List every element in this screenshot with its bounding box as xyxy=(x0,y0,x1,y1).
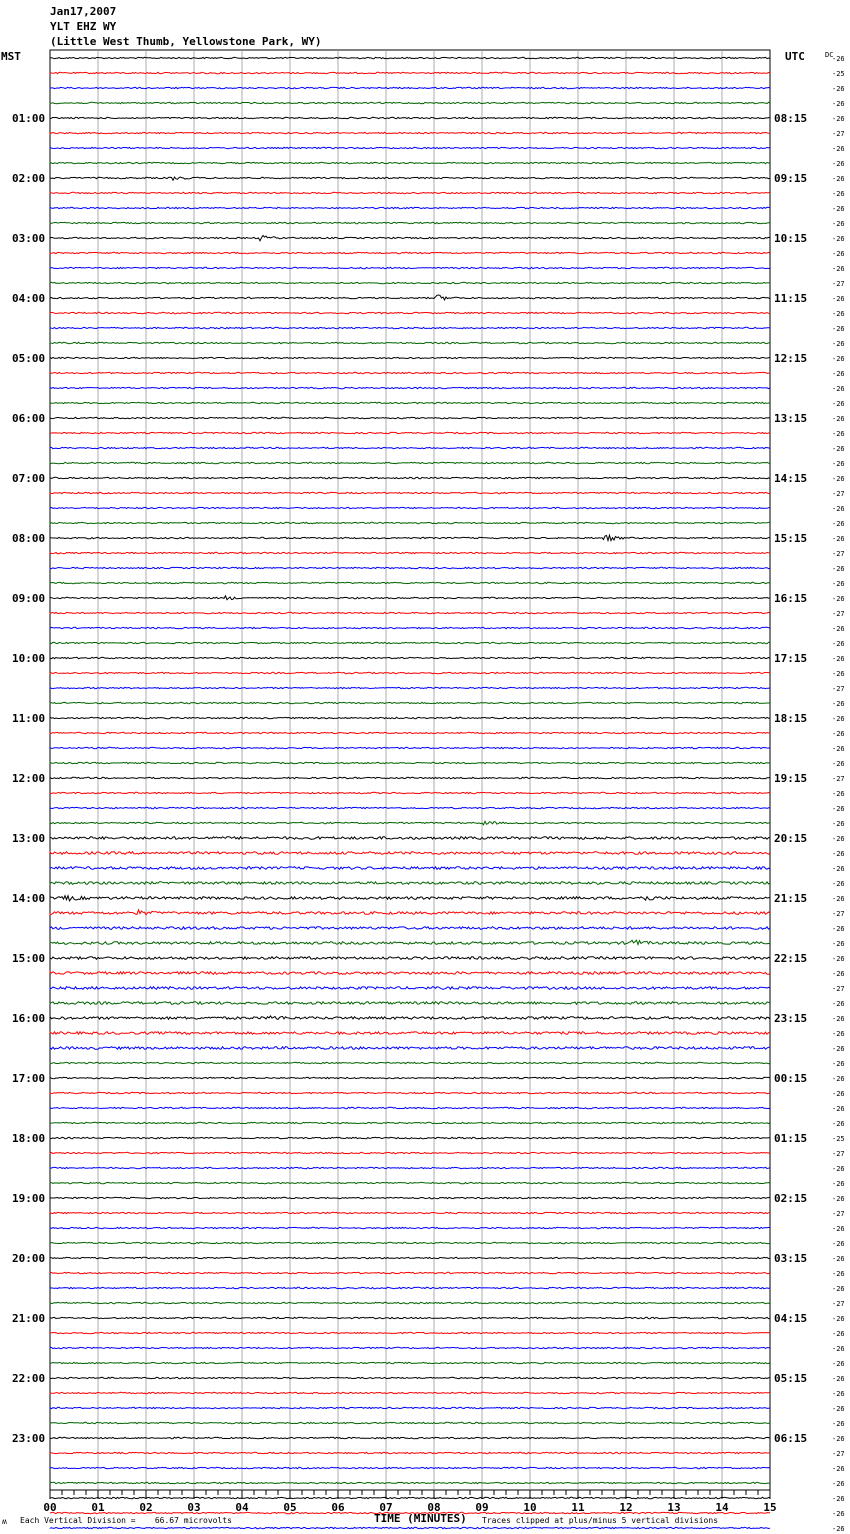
trace-29 xyxy=(50,492,770,493)
trace-1 xyxy=(50,72,770,73)
dc-offset-labels xyxy=(832,55,845,1534)
trace-52 xyxy=(50,837,770,840)
right-hour-label: 12:15 xyxy=(774,352,808,365)
trace-87 xyxy=(50,1362,770,1363)
trace-41 xyxy=(50,672,770,673)
x-tick-label: 10 xyxy=(523,1501,537,1514)
trace-82 xyxy=(50,1287,770,1288)
trace-84 xyxy=(50,1317,770,1318)
dc-offset-label: -26 xyxy=(832,640,845,648)
trace-14 xyxy=(50,267,770,268)
dc-offset-label: -26 xyxy=(832,745,845,753)
trace-71 xyxy=(50,1122,770,1123)
dc-offset-label: -26 xyxy=(832,1030,845,1038)
dc-offset-label: -27 xyxy=(832,1210,845,1218)
trace-55 xyxy=(50,882,770,885)
dc-offset-label: -26 xyxy=(832,250,845,258)
dc-offset-label: -26 xyxy=(832,1390,845,1398)
dc-offset-label: -26 xyxy=(832,700,845,708)
dc-offset-label: -26 xyxy=(832,850,845,858)
dc-offset-label: -26 xyxy=(832,760,845,768)
trace-3 xyxy=(50,102,770,103)
trace-81 xyxy=(50,1272,770,1273)
dc-offset-label: -27 xyxy=(832,910,845,918)
dc-offset-label: -26 xyxy=(832,1075,845,1083)
trace-56 xyxy=(50,896,770,901)
trace-53 xyxy=(50,852,770,855)
trace-27 xyxy=(50,462,770,463)
trace-68 xyxy=(50,1077,770,1078)
dc-offset-label: -26 xyxy=(832,1495,845,1503)
dc-offset-label: -26 xyxy=(832,865,845,873)
dc-offset-label: -26 xyxy=(832,535,845,543)
station-label: YLT EHZ WY xyxy=(50,20,117,33)
trace-91 xyxy=(50,1422,770,1423)
trace-25 xyxy=(50,432,770,433)
dc-offset-label: -27 xyxy=(832,1300,845,1308)
trace-90 xyxy=(50,1407,770,1408)
right-hour-label: 03:15 xyxy=(774,1252,808,1265)
right-hour-label: 09:15 xyxy=(774,172,808,185)
trace-60 xyxy=(50,957,770,960)
x-tick-label: 06 xyxy=(331,1501,345,1514)
trace-49 xyxy=(50,792,770,793)
dc-offset-label: -26 xyxy=(832,1345,845,1353)
trace-7 xyxy=(50,162,770,163)
right-hour-label: 16:15 xyxy=(774,592,808,605)
dc-offset-label: -26 xyxy=(832,730,845,738)
right-hour-label: 08:15 xyxy=(774,112,808,125)
right-hour-label: 04:15 xyxy=(774,1312,808,1325)
trace-80 xyxy=(50,1257,770,1258)
dc-offset-label: -26 xyxy=(832,55,845,63)
dc-offset-label: -26 xyxy=(832,370,845,378)
dc-offset-label: -27 xyxy=(832,685,845,693)
trace-86 xyxy=(50,1347,770,1348)
dc-offset-label: -27 xyxy=(832,280,845,288)
trace-64 xyxy=(50,1016,770,1020)
trace-85 xyxy=(50,1332,770,1333)
trace-92 xyxy=(50,1437,770,1438)
trace-26 xyxy=(50,447,770,448)
plot-frame xyxy=(50,50,770,1490)
dc-offset-label: -26 xyxy=(832,295,845,303)
dc-offset-label: -26 xyxy=(832,805,845,813)
dc-offset-label: -26 xyxy=(832,880,845,888)
trace-31 xyxy=(50,522,770,523)
dc-offset-label: -26 xyxy=(832,1225,845,1233)
trace-33 xyxy=(50,552,770,553)
trace-30 xyxy=(50,507,770,508)
trace-50 xyxy=(50,807,770,808)
left-hour-label: 17:00 xyxy=(12,1072,46,1085)
dc-offset-label: -26 xyxy=(832,1360,845,1368)
trace-35 xyxy=(50,582,770,583)
right-hour-label: 23:15 xyxy=(774,1012,808,1025)
x-tick-label: 15 xyxy=(763,1501,777,1514)
trace-44 xyxy=(50,717,770,718)
dc-offset-label: -27 xyxy=(832,130,845,138)
trace-48 xyxy=(50,777,770,778)
trace-65 xyxy=(50,1032,770,1035)
dc-offset-label: -26 xyxy=(832,355,845,363)
trace-73 xyxy=(50,1152,770,1153)
dc-offset-label: -26 xyxy=(832,1510,845,1518)
trace-89 xyxy=(50,1392,770,1393)
trace-36 xyxy=(50,596,770,600)
trace-34 xyxy=(50,567,770,568)
trace-72 xyxy=(50,1137,770,1138)
dc-offset-label: -26 xyxy=(832,1060,845,1068)
x-tick-label: 01 xyxy=(91,1501,105,1514)
trace-43 xyxy=(50,702,770,703)
trace-15 xyxy=(50,282,770,283)
trace-18 xyxy=(50,327,770,328)
left-hour-label: 04:00 xyxy=(12,292,46,305)
dc-offset-label: -26 xyxy=(832,400,845,408)
date-label: Jan17,2007 xyxy=(50,5,117,18)
dc-offset-label: -26 xyxy=(832,1195,845,1203)
dc-offset-label: -26 xyxy=(832,655,845,663)
dc-offset-label: -26 xyxy=(832,1240,845,1248)
trace-24 xyxy=(50,417,770,418)
left-hour-label: 16:00 xyxy=(12,1012,46,1025)
trace-59 xyxy=(50,940,770,944)
dc-offset-label: -25 xyxy=(832,1135,845,1143)
trace-77 xyxy=(50,1212,770,1213)
dc-offset-label: -26 xyxy=(832,1315,845,1323)
trace-83 xyxy=(50,1302,770,1303)
dc-offset-label: -26 xyxy=(832,1180,845,1188)
dc-label: DC xyxy=(825,51,834,59)
trace-54 xyxy=(50,867,770,870)
dc-offset-label: -26 xyxy=(832,1105,845,1113)
dc-offset-label: -26 xyxy=(832,670,845,678)
dc-offset-label: -26 xyxy=(832,520,845,528)
trace-46 xyxy=(50,747,770,748)
dc-offset-label: -26 xyxy=(832,595,845,603)
dc-offset-label: -26 xyxy=(832,430,845,438)
right-hour-label: 19:15 xyxy=(774,772,808,785)
right-hour-label: 13:15 xyxy=(774,412,808,425)
x-tick-label: 04 xyxy=(235,1501,249,1514)
trace-79 xyxy=(50,1242,770,1243)
trace-93 xyxy=(50,1452,770,1453)
left-hour-label: 09:00 xyxy=(12,592,46,605)
trace-40 xyxy=(50,657,770,658)
dc-offset-label: -26 xyxy=(832,1120,845,1128)
right-hour-label: 21:15 xyxy=(774,892,808,905)
dc-offset-label: -26 xyxy=(832,310,845,318)
right-hour-label: 11:15 xyxy=(774,292,808,305)
trace-95 xyxy=(50,1482,770,1483)
left-hour-label: 14:00 xyxy=(12,892,46,905)
trace-28 xyxy=(50,477,770,478)
dc-offset-label: -26 xyxy=(832,1525,845,1533)
left-hour-label: 18:00 xyxy=(12,1132,46,1145)
left-hour-label: 05:00 xyxy=(12,352,46,365)
dc-offset-label: -26 xyxy=(832,1285,845,1293)
dc-offset-label: -27 xyxy=(832,1450,845,1458)
trace-62 xyxy=(50,987,770,990)
dc-offset-label: -26 xyxy=(832,940,845,948)
right-hour-label: 20:15 xyxy=(774,832,808,845)
right-hour-label: 22:15 xyxy=(774,952,808,965)
corner-mark: ʍ xyxy=(2,1517,7,1526)
trace-98 xyxy=(50,1527,770,1528)
trace-6 xyxy=(50,147,770,148)
left-hour-label: 10:00 xyxy=(12,652,46,665)
dc-offset-label: -26 xyxy=(832,340,845,348)
trace-38 xyxy=(50,627,770,628)
dc-offset-label: -26 xyxy=(832,100,845,108)
right-hour-label: 18:15 xyxy=(774,712,808,725)
trace-13 xyxy=(50,252,770,253)
dc-offset-label: -26 xyxy=(832,820,845,828)
x-axis xyxy=(43,1490,776,1514)
trace-88 xyxy=(50,1377,770,1378)
scale-text: Each Vertical Division = 66.67 microvolts xyxy=(20,1516,232,1525)
left-hour-label: 01:00 xyxy=(12,112,46,125)
dc-offset-label: -26 xyxy=(832,325,845,333)
x-tick-label: 08 xyxy=(427,1501,441,1514)
left-hour-label: 13:00 xyxy=(12,832,46,845)
x-tick-label: 13 xyxy=(667,1501,681,1514)
dc-offset-label: -26 xyxy=(832,460,845,468)
trace-51 xyxy=(50,821,770,825)
x-tick-label: 00 xyxy=(43,1501,57,1514)
trace-16 xyxy=(50,295,770,300)
dc-offset-label: -26 xyxy=(832,1015,845,1023)
left-hour-label: 11:00 xyxy=(12,712,46,725)
dc-offset-label: -27 xyxy=(832,985,845,993)
trace-69 xyxy=(50,1092,770,1093)
dc-offset-label: -26 xyxy=(832,1435,845,1443)
dc-offset-label: -26 xyxy=(832,175,845,183)
dc-offset-label: -26 xyxy=(832,970,845,978)
dc-offset-label: -26 xyxy=(832,1165,845,1173)
left-hour-label: 19:00 xyxy=(12,1192,46,1205)
trace-37 xyxy=(50,612,770,613)
right-timezone-label: UTC xyxy=(785,50,805,63)
left-hour-label: 21:00 xyxy=(12,1312,46,1325)
dc-offset-label: -26 xyxy=(832,1045,845,1053)
dc-offset-label: -26 xyxy=(832,475,845,483)
dc-offset-label: -26 xyxy=(832,1465,845,1473)
dc-offset-label: -26 xyxy=(832,1405,845,1413)
trace-61 xyxy=(50,972,770,975)
right-hour-label: 00:15 xyxy=(774,1072,808,1085)
x-axis-title: TIME (MINUTES) xyxy=(374,1512,467,1525)
dc-offset-label: -26 xyxy=(832,190,845,198)
x-tick-label: 14 xyxy=(715,1501,729,1514)
trace-12 xyxy=(50,235,770,240)
right-hour-labels xyxy=(774,112,807,1445)
location-label: (Little West Thumb, Yellowstone Park, WY) xyxy=(50,35,322,48)
dc-offset-label: -27 xyxy=(832,1150,845,1158)
trace-19 xyxy=(50,342,770,343)
trace-39 xyxy=(50,642,770,643)
trace-8 xyxy=(50,177,770,180)
dc-offset-label: -27 xyxy=(832,550,845,558)
dc-offset-label: -26 xyxy=(832,235,845,243)
right-hour-label: 10:15 xyxy=(774,232,808,245)
left-timezone-label: MST xyxy=(1,50,21,63)
dc-offset-label: -27 xyxy=(832,610,845,618)
x-tick-label: 11 xyxy=(571,1501,585,1514)
trace-74 xyxy=(50,1167,770,1168)
dc-offset-label: -27 xyxy=(832,775,845,783)
dc-offset-label: -26 xyxy=(832,1330,845,1338)
right-hour-label: 15:15 xyxy=(774,532,808,545)
trace-45 xyxy=(50,732,770,733)
trace-96 xyxy=(50,1497,770,1498)
left-hour-label: 23:00 xyxy=(12,1432,46,1445)
dc-offset-label: -26 xyxy=(832,265,845,273)
right-hour-label: 01:15 xyxy=(774,1132,808,1145)
dc-offset-label: -26 xyxy=(832,415,845,423)
left-hour-labels xyxy=(12,112,45,1445)
trace-32 xyxy=(50,535,770,540)
dc-offset-label: -26 xyxy=(832,1480,845,1488)
dc-offset-label: -26 xyxy=(832,625,845,633)
dc-offset-label: -26 xyxy=(832,790,845,798)
trace-78 xyxy=(50,1227,770,1228)
trace-76 xyxy=(50,1197,770,1198)
dc-offset-label: -26 xyxy=(832,895,845,903)
right-hour-label: 06:15 xyxy=(774,1432,808,1445)
seismic-traces xyxy=(50,57,770,1534)
minute-gridlines xyxy=(98,50,722,1490)
trace-10 xyxy=(50,207,770,208)
left-hour-label: 06:00 xyxy=(12,412,46,425)
left-hour-label: 22:00 xyxy=(12,1372,46,1385)
dc-offset-label: -26 xyxy=(832,925,845,933)
right-hour-label: 14:15 xyxy=(774,472,808,485)
clip-text: Traces clipped at plus/minus 5 vertical divisions xyxy=(482,1516,719,1525)
dc-offset-label: -26 xyxy=(832,1420,845,1428)
trace-17 xyxy=(50,312,770,313)
left-hour-label: 07:00 xyxy=(12,472,46,485)
x-tick-label: 12 xyxy=(619,1501,633,1514)
trace-11 xyxy=(50,222,770,223)
dc-offset-label: -26 xyxy=(832,115,845,123)
trace-58 xyxy=(50,927,770,930)
dc-offset-label: -26 xyxy=(832,445,845,453)
trace-23 xyxy=(50,402,770,403)
x-tick-label: 02 xyxy=(139,1501,153,1514)
left-hour-label: 08:00 xyxy=(12,532,46,545)
dc-offset-label: -25 xyxy=(832,70,845,78)
trace-57 xyxy=(50,910,770,915)
dc-offset-label: -26 xyxy=(832,205,845,213)
trace-47 xyxy=(50,762,770,763)
trace-63 xyxy=(50,1002,770,1005)
trace-75 xyxy=(50,1182,770,1183)
dc-offset-label: -26 xyxy=(832,385,845,393)
trace-94 xyxy=(50,1467,770,1468)
dc-offset-label: -26 xyxy=(832,1090,845,1098)
trace-66 xyxy=(50,1047,770,1050)
right-hour-label: 17:15 xyxy=(774,652,808,665)
trace-9 xyxy=(50,192,770,193)
dc-offset-label: -26 xyxy=(832,1375,845,1383)
trace-2 xyxy=(50,87,770,88)
trace-21 xyxy=(50,372,770,373)
x-tick-label: 09 xyxy=(475,1501,489,1514)
dc-offset-label: -26 xyxy=(832,85,845,93)
trace-20 xyxy=(50,357,770,358)
trace-70 xyxy=(50,1107,770,1108)
trace-5 xyxy=(50,132,770,133)
dc-offset-label: -26 xyxy=(832,220,845,228)
left-hour-label: 12:00 xyxy=(12,772,46,785)
dc-offset-label: -26 xyxy=(832,715,845,723)
dc-offset-label: -26 xyxy=(832,145,845,153)
dc-offset-label: -26 xyxy=(832,505,845,513)
right-hour-label: 02:15 xyxy=(774,1192,808,1205)
dc-offset-label: -26 xyxy=(832,955,845,963)
dc-offset-label: -27 xyxy=(832,490,845,498)
trace-42 xyxy=(50,687,770,688)
trace-0 xyxy=(50,57,770,58)
dc-offset-label: -26 xyxy=(832,160,845,168)
trace-22 xyxy=(50,387,770,388)
left-hour-label: 20:00 xyxy=(12,1252,46,1265)
trace-4 xyxy=(50,117,770,118)
left-hour-label: 02:00 xyxy=(12,172,46,185)
dc-offset-label: -26 xyxy=(832,835,845,843)
trace-67 xyxy=(50,1062,770,1063)
dc-offset-label: -26 xyxy=(832,1270,845,1278)
dc-offset-label: -26 xyxy=(832,1255,845,1263)
left-hour-label: 03:00 xyxy=(12,232,46,245)
dc-offset-label: -26 xyxy=(832,1000,845,1008)
left-hour-label: 15:00 xyxy=(12,952,46,965)
x-tick-label: 03 xyxy=(187,1501,201,1514)
dc-offset-label: -26 xyxy=(832,565,845,573)
x-tick-label: 07 xyxy=(379,1501,393,1514)
x-tick-label: 05 xyxy=(283,1501,297,1514)
right-hour-label: 05:15 xyxy=(774,1372,808,1385)
dc-offset-label: -26 xyxy=(832,580,845,588)
